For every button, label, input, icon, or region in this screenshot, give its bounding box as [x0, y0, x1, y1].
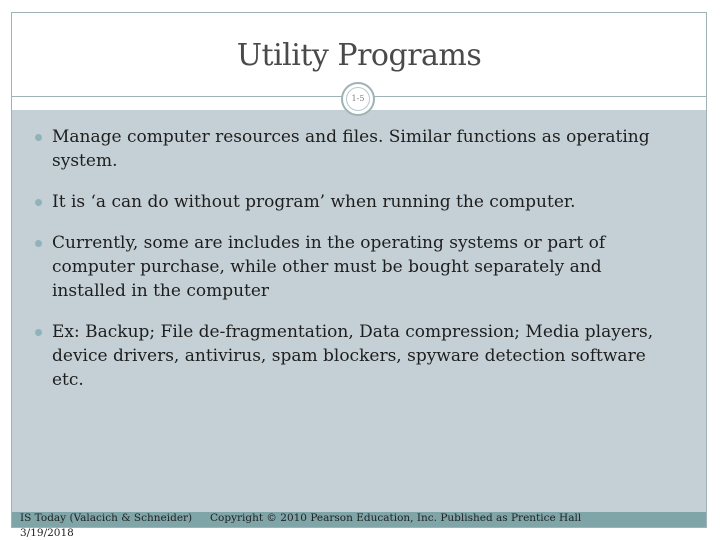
bullet-dot-icon: [35, 240, 42, 247]
bullet-dot-icon: [35, 134, 42, 141]
bullet-dot-icon: [35, 199, 42, 206]
footer-copyright: Copyright © 2010 Pearson Education, Inc. Published as Prentice Hall: [210, 512, 582, 524]
footer-source: IS Today (Valacich & Schneider): [20, 512, 193, 524]
bullet-item: [22, 231, 662, 303]
footer-date: 3/19/2018: [20, 527, 74, 539]
bullet-text: Manage computer resources and files. Similar functions as operating system.: [52, 127, 650, 171]
bullet-item: [22, 125, 662, 173]
slide-title: Utility Programs: [236, 38, 482, 73]
page-number: 1-5: [346, 87, 370, 111]
bullet-text: Ex: Backup; File de-fragmentation, Data compression; Media players, device drivers, antivirus, spam blockers, spyware detection software etc.: [52, 322, 654, 390]
bullet-item: [22, 320, 662, 392]
page-number-badge: [341, 82, 375, 116]
bullet-text: It is ‘a can do without program’ when running the computer.: [52, 192, 576, 212]
bullet-text: Currently, some are includes in the operating systems or part of computer purchase, while other must be bought separately and installed in the computer: [52, 233, 606, 301]
bullet-item: [22, 190, 662, 214]
bullet-list: [22, 125, 662, 409]
bullet-dot-icon: [35, 329, 42, 336]
